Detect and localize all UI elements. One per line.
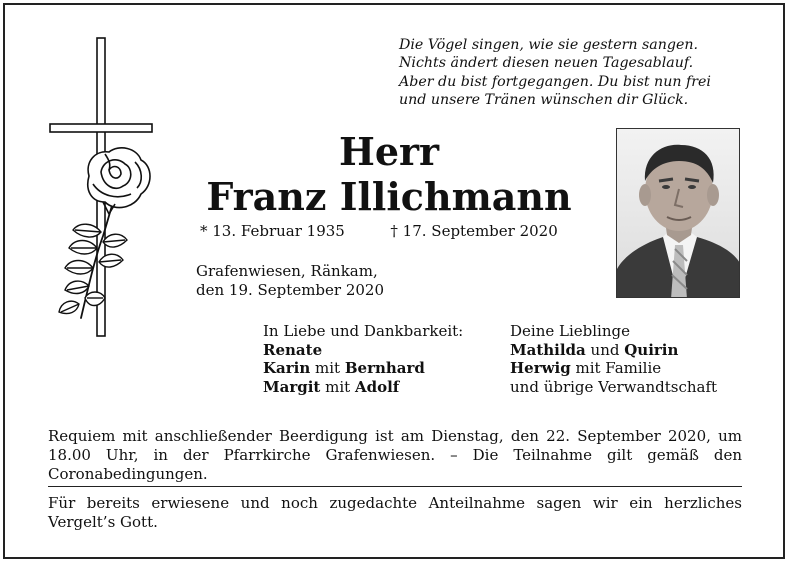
poem-line: Aber du bist fortgegangen. Du bist nun frei	[399, 73, 711, 90]
poem-line: Nichts ändert diesen neuen Tagesablauf.	[399, 55, 694, 72]
family-intro: In Liebe und Dankbarkeit:	[263, 322, 464, 340]
family-member: Quirin	[624, 340, 679, 359]
place-and-date	[196, 262, 384, 300]
family-right	[510, 322, 717, 396]
deceased-name: Franz Illichmann	[206, 174, 572, 219]
divider	[48, 486, 742, 487]
death-date: † 17. September 2020	[390, 222, 558, 240]
connector-text: mit Familie	[570, 359, 662, 378]
deceased-name-block	[180, 129, 598, 219]
family-member: Adolf	[354, 377, 400, 396]
family-left	[263, 322, 463, 396]
family-member: Bernhard	[344, 359, 425, 378]
portrait-photo	[616, 128, 740, 298]
family-member: Karin	[263, 359, 311, 378]
poem	[399, 36, 739, 110]
requiem-notice: Requiem mit anschließender Beerdigung ist am Dienstag, den 22. September 2020, um 18.00 Uhr, in der Pfarrkirche Grafenwiesen. – Die Teilnahme gilt gemäß den Coronabedingungen.	[48, 427, 742, 483]
family-member: Mathilda	[510, 340, 586, 359]
family-member: und übrige Verwandtschaft	[510, 377, 718, 396]
connector-text: mit	[320, 377, 355, 396]
family-member: Renate	[263, 340, 323, 359]
date: den 19. September 2020	[196, 281, 385, 299]
poem-line: Die Vögel singen, wie sie gestern sangen.	[399, 37, 699, 53]
family-member: Margit	[263, 377, 321, 396]
life-dates	[200, 222, 580, 240]
salutation: Herr	[338, 129, 440, 174]
birth-date: * 13. Februar 1935	[200, 222, 345, 240]
poem-line: und unsere Tränen wünschen dir Glück.	[399, 92, 689, 109]
family-member: Herwig	[510, 359, 571, 378]
cross-with-rose-icon	[45, 36, 157, 340]
place: Grafenwiesen, Ränkam,	[196, 262, 378, 280]
connector-text: mit	[310, 359, 345, 378]
family-intro: Deine Lieblinge	[510, 322, 630, 340]
connector-text: und	[585, 340, 625, 359]
thanks-note: Für bereits erwiesene und noch zugedachte Anteilnahme sagen wir ein herzliches Vergelt’s Gott.	[48, 494, 742, 531]
